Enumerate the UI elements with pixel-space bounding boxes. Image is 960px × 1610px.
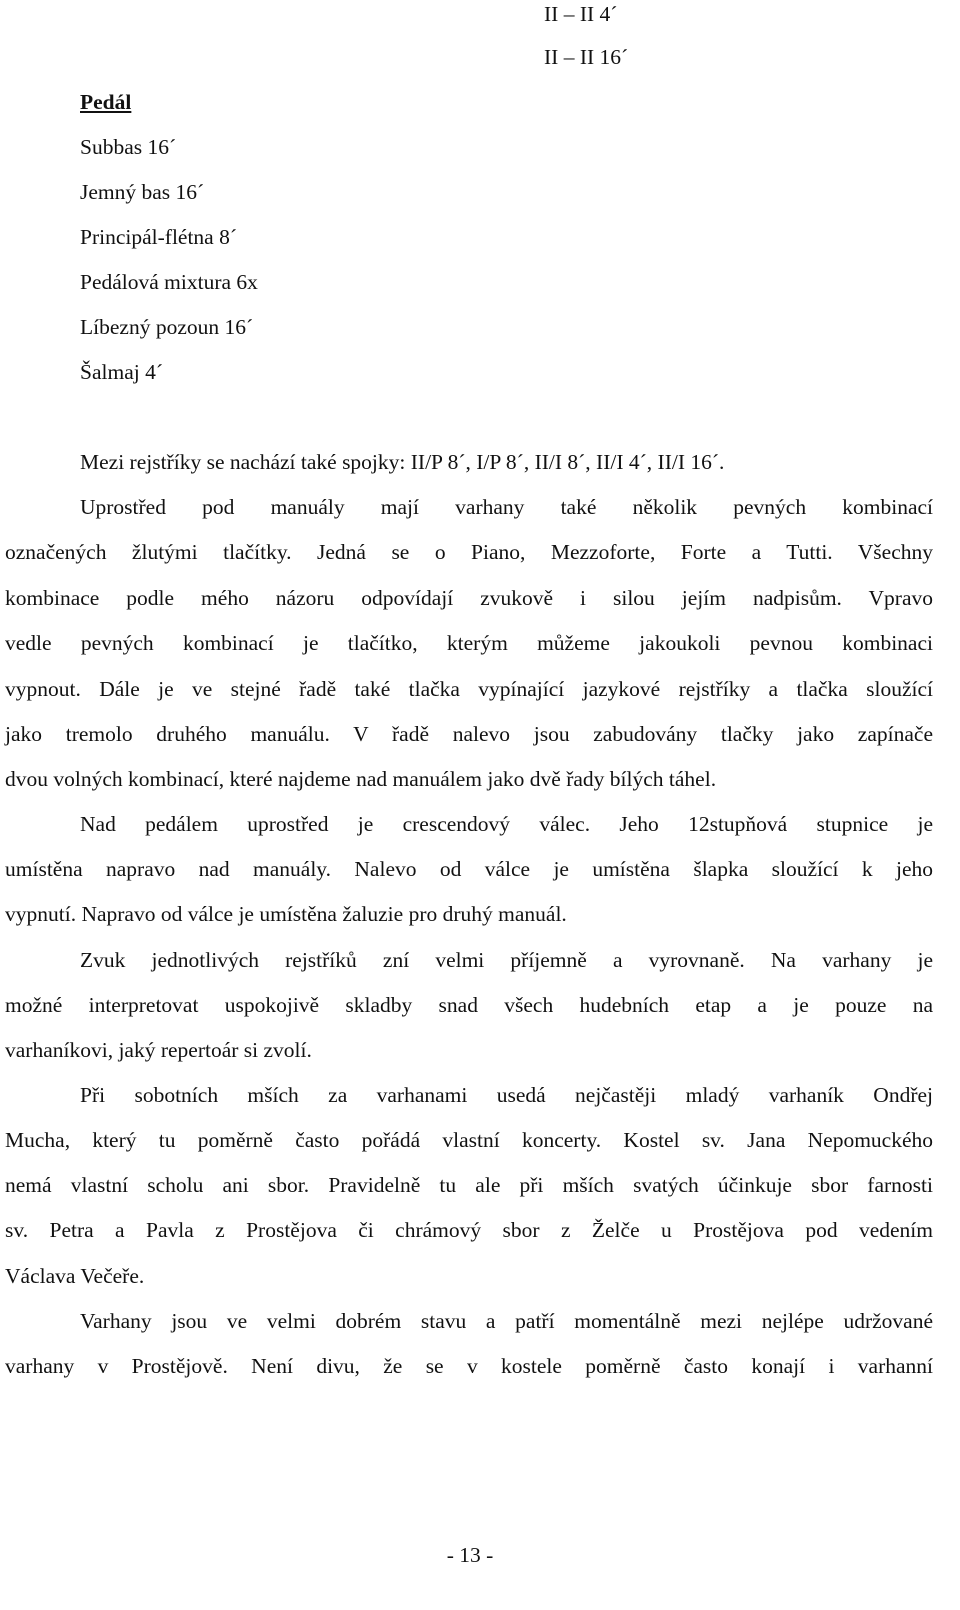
paragraph-line: Václava Večeře.: [5, 1264, 145, 1288]
paragraph-line: varhany v Prostějově. Není divu, že se v kostele poměrně často konají i varhanní: [5, 1354, 933, 1378]
paragraph-line: Při sobotních mších za varhanami usedá nejčastěji mladý varhaník Ondřej: [80, 1083, 933, 1107]
coupler-line: II – II 16´: [544, 45, 629, 69]
coupler-line: II – II 4´: [544, 2, 618, 26]
paragraph-line: vedle pevných kombinací je tlačítko, kterým můžeme jakoukoli pevnou kombinaci: [5, 631, 933, 655]
paragraph-line: kombinace podle mého názoru odpovídají zvukově i silou jejím nadpisům. Vpravo: [5, 586, 933, 610]
page-number: - 13 -: [446, 1543, 494, 1567]
paragraph-line: vypnout. Dále je ve stejné řadě také tlačka vypínající jazykové rejstříky a tlačka sloužící: [5, 677, 933, 701]
paragraph-line: Zvuk jednotlivých rejstříků zní velmi příjemně a vyrovnaně. Na varhany je: [80, 948, 933, 972]
paragraph-line: Mezi rejstříky se nachází také spojky: II/P 8´, I/P 8´, II/I 8´, II/I 4´, II/I 16´.: [80, 450, 725, 474]
paragraph-line: dvou volných kombinací, které najdeme nad manuálem jako dvě řady bílých táhel.: [5, 767, 717, 791]
paragraph-line: sv. Petra a Pavla z Prostějova či chrámový sbor z Želče u Prostějova pod vedením: [5, 1218, 933, 1242]
paragraph-line: možné interpretovat uspokojivě skladby snad všech hudebních etap a je pouze na: [5, 993, 933, 1017]
paragraph-line: Mucha, který tu poměrně často pořádá vlastní koncerty. Kostel sv. Jana Nepomuckého: [5, 1128, 933, 1152]
pedal-stop: Subbas 16´: [80, 135, 177, 159]
pedal-stop: Líbezný pozoun 16´: [80, 315, 254, 339]
paragraph-line: umístěna napravo nad manuály. Nalevo od válce je umístěna šlapka sloužící k jeho: [5, 857, 933, 881]
pedal-stop: Šalmaj 4´: [80, 360, 163, 384]
pedal-stop: Pedálová mixtura 6x: [80, 270, 258, 294]
pedal-heading: Pedál: [80, 90, 132, 114]
paragraph-line: označených žlutými tlačítky. Jedná se o Piano, Mezzoforte, Forte a Tutti. Všechny: [5, 540, 933, 564]
paragraph-line: jako tremolo druhého manuálu. V řadě nalevo jsou zabudovány tlačky jako zapínače: [5, 722, 933, 746]
paragraph-line: varhaníkovi, jaký repertoár si zvolí.: [5, 1038, 312, 1062]
paragraph-line: nemá vlastní scholu ani sbor. Pravidelně tu ale při mších svatých účinkuje sbor farnosti: [5, 1173, 933, 1197]
paragraph-line: Uprostřed pod manuály mají varhany také několik pevných kombinací: [80, 495, 933, 519]
pedal-stop: Principál-flétna 8´: [80, 225, 238, 249]
paragraph-line: vypnutí. Napravo od válce je umístěna žaluzie pro druhý manuál.: [5, 902, 567, 926]
pedal-stop: Jemný bas 16´: [80, 180, 205, 204]
paragraph-line: Varhany jsou ve velmi dobrém stavu a patří momentálně mezi nejlépe udržované: [80, 1309, 933, 1333]
paragraph-line: Nad pedálem uprostřed je crescendový válec. Jeho 12stupňová stupnice je: [80, 812, 933, 836]
